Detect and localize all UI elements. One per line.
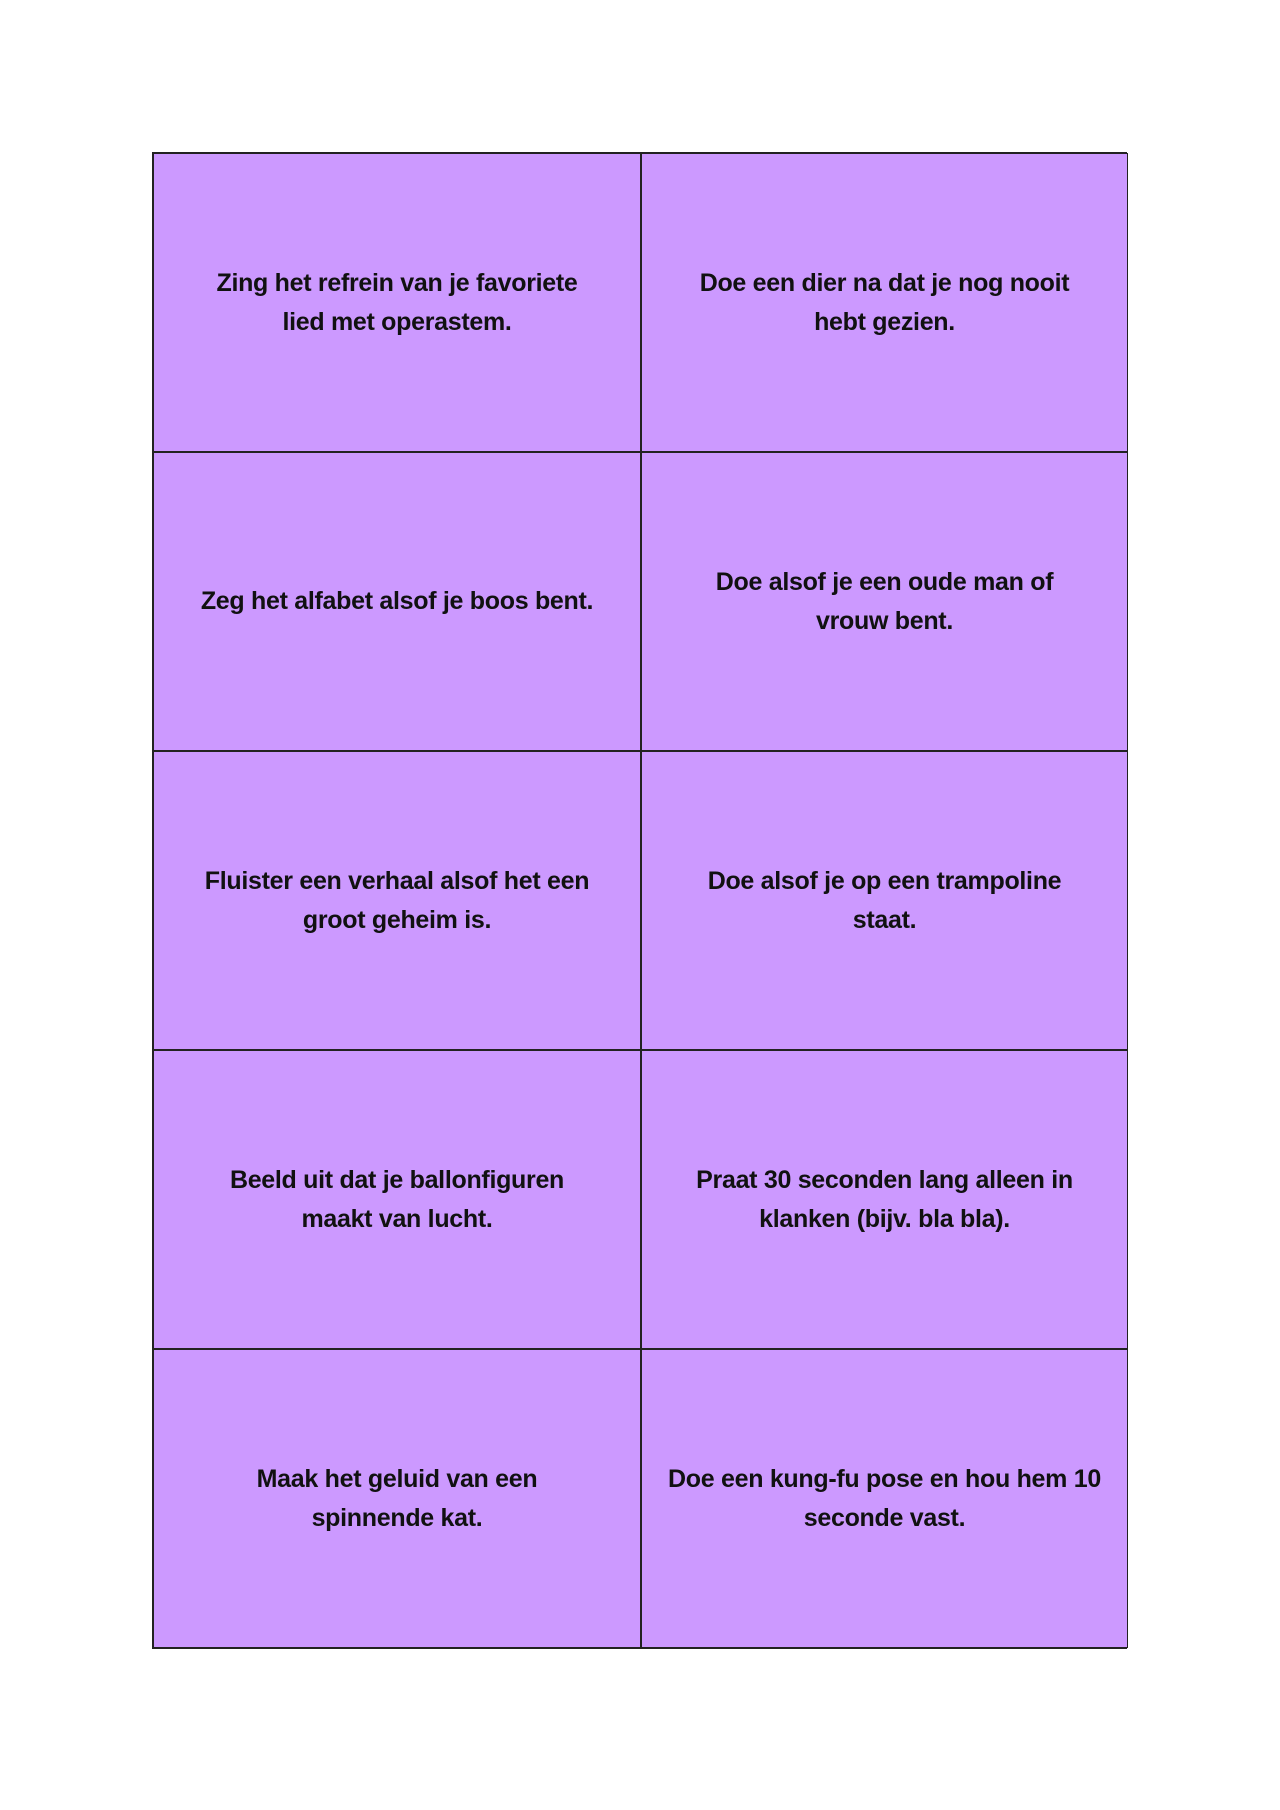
card-grid <box>152 152 1127 1649</box>
card-text: Zing het refrein van je favoriete lied met operastem. <box>216 268 578 336</box>
card-text: Zeg het alfabet alsof je boos bent. <box>200 587 594 615</box>
card-text: Doe alsof je een oude man of vrouw bent. <box>715 567 1054 635</box>
card-text: Beeld uit dat je ballonfiguren maakt van lucht. <box>229 1165 565 1233</box>
card-text: Fluister een verhaal alsof het een groot geheim is. <box>204 866 590 934</box>
card <box>641 1050 1128 1349</box>
card-text: Doe alsof je op een trampoline staat. <box>707 866 1062 934</box>
card <box>641 1349 1128 1648</box>
card-text: Doe een dier na dat je nog nooit hebt gezien. <box>699 268 1070 336</box>
card-text: Doe een kung-fu pose en hou hem 10 seconde vast. <box>668 1464 1101 1532</box>
card-text: Praat 30 seconden lang alleen in klanken (bijv. bla bla). <box>696 1165 1073 1233</box>
card <box>153 153 641 452</box>
card <box>153 1050 641 1349</box>
card-text: Maak het geluid van een spinnende kat. <box>256 1464 538 1532</box>
card <box>153 1349 641 1648</box>
card <box>641 751 1128 1050</box>
card <box>153 452 641 751</box>
card <box>641 452 1128 751</box>
card <box>641 153 1128 452</box>
card <box>153 751 641 1050</box>
